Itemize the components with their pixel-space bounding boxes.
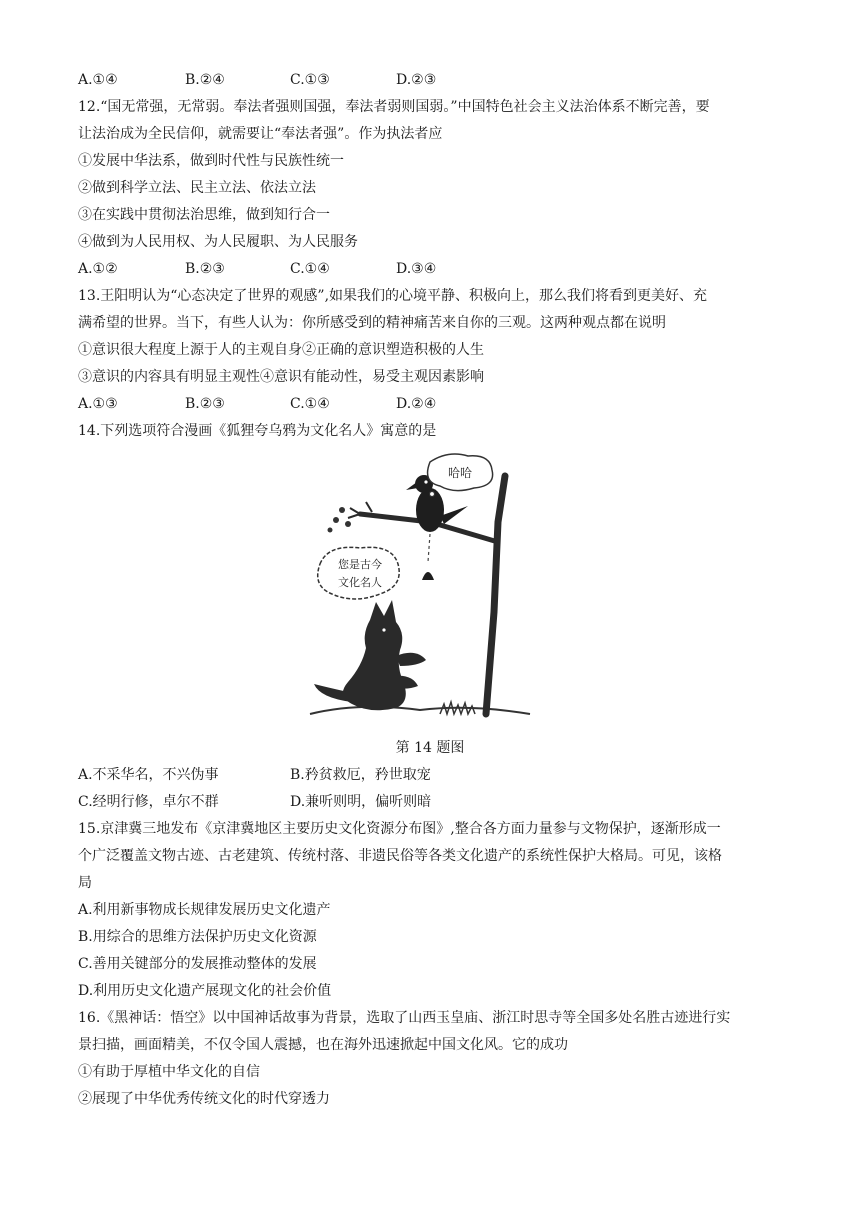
- q13-items-line-2: ③意识的内容具有明显主观性④意识有能动性，易受主观因素影响: [78, 369, 484, 385]
- q13-option-d: D.②④: [396, 396, 437, 412]
- q14-stem: 14.下列选项符合漫画《狐狸夸乌鸦为文化名人》寓意的是: [78, 423, 437, 439]
- q12-option-b: B.②③: [185, 261, 225, 277]
- q15-option-d: D.利用历史文化遗产展现文化的社会价值: [78, 983, 332, 999]
- q11-option-b: B.②④: [185, 72, 225, 88]
- q14-option-c: C.经明行修，卓尔不群: [78, 794, 219, 810]
- fox-bubble-text-line-2: 文化名人: [338, 576, 382, 589]
- q12-item-2: ②做到科学立法、民主立法、依法立法: [78, 180, 316, 196]
- q15-stem-line-2: 个广泛覆盖文物古迹、古老建筑、传统村落、非遗民俗等各类文化遗产的系统性保护大格局。可见，该格: [78, 848, 722, 864]
- q15-option-c: C.善用关键部分的发展推动整体的发展: [78, 956, 317, 972]
- q12-option-a: A.①②: [78, 261, 118, 277]
- q15-option-a: A.利用新事物成长规律发展历史文化遗产: [78, 902, 331, 918]
- q13-option-c: C.①④: [290, 396, 330, 412]
- q13-option-a: A.①③: [78, 396, 118, 412]
- q15-option-b: B.用综合的思维方法保护历史文化资源: [78, 929, 317, 945]
- q11-option-d: D.②③: [396, 72, 437, 88]
- q16-stem-line-1: 16.《黑神话：悟空》以中国神话故事为背景，选取了山西玉皇庙、浙江时思寺等全国多处名胜古迹进行实: [78, 1010, 731, 1026]
- q15-stem-line-1: 15.京津冀三地发布《京津冀地区主要历史文化资源分布图》,整合各方面力量参与文物保护，逐渐形成一: [78, 821, 721, 837]
- q16-item-1: ①有助于厚植中华文化的自信: [78, 1064, 260, 1080]
- q15-stem-line-3: 局: [78, 875, 92, 891]
- q13-stem-line-2: 满希望的世界。当下，有些人认为：你所感受到的精神痛苦来自你的三观。这两种观点都在说明: [78, 315, 666, 331]
- q12-stem-line-2: 让法治成为全民信仰，就需要让“奉法者强”。作为执法者应: [78, 126, 443, 142]
- q14-option-d: D.兼听则明，偏听则暗: [290, 794, 432, 810]
- q13-items-line-1: ①意识很大程度上源于人的主观自身②正确的意识塑造积极的人生: [78, 342, 484, 358]
- q13-stem-line-1: 13.王阳明认为“心态决定了世界的观感”,如果我们的心境平静、积极向上，那么我们将看到更美好、充: [78, 288, 708, 304]
- q14-figure-caption: 第 14 题图: [395, 740, 465, 756]
- q11-option-c: C.①③: [290, 72, 330, 88]
- fox-crow-cartoon: [300, 452, 540, 728]
- q11-option-a: A.①④: [78, 72, 118, 88]
- q12-option-c: C.①④: [290, 261, 330, 277]
- q14-option-a: A.不采华名，不兴伪事: [78, 767, 219, 783]
- q16-item-2: ②展现了中华优秀传统文化的时代穿透力: [78, 1091, 330, 1107]
- crow-bubble-text: 哈哈: [447, 466, 473, 480]
- q12-stem-line-1: 12.“国无常强，无常弱。奉法者强则国强，奉法者弱则国弱。”中国特色社会主义法治体系不断完善，要: [78, 99, 710, 115]
- q12-item-4: ④做到为人民用权、为人民履职、为人民服务: [78, 234, 358, 250]
- q13-option-b: B.②③: [185, 396, 225, 412]
- q14-option-b: B.矜贫救厄，矜世取宠: [290, 767, 431, 783]
- q12-item-1: ①发展中华法系，做到时代性与民族性统一: [78, 153, 344, 169]
- q12-item-3: ③在实践中贯彻法治思维，做到知行合一: [78, 207, 330, 223]
- q12-option-d: D.③④: [396, 261, 437, 277]
- fox-bubble-text-line-1: 您是古今: [338, 558, 382, 571]
- q16-stem-line-2: 景扫描，画面精美，不仅令国人震撼，也在海外迅速掀起中国文化风。它的成功: [78, 1037, 568, 1053]
